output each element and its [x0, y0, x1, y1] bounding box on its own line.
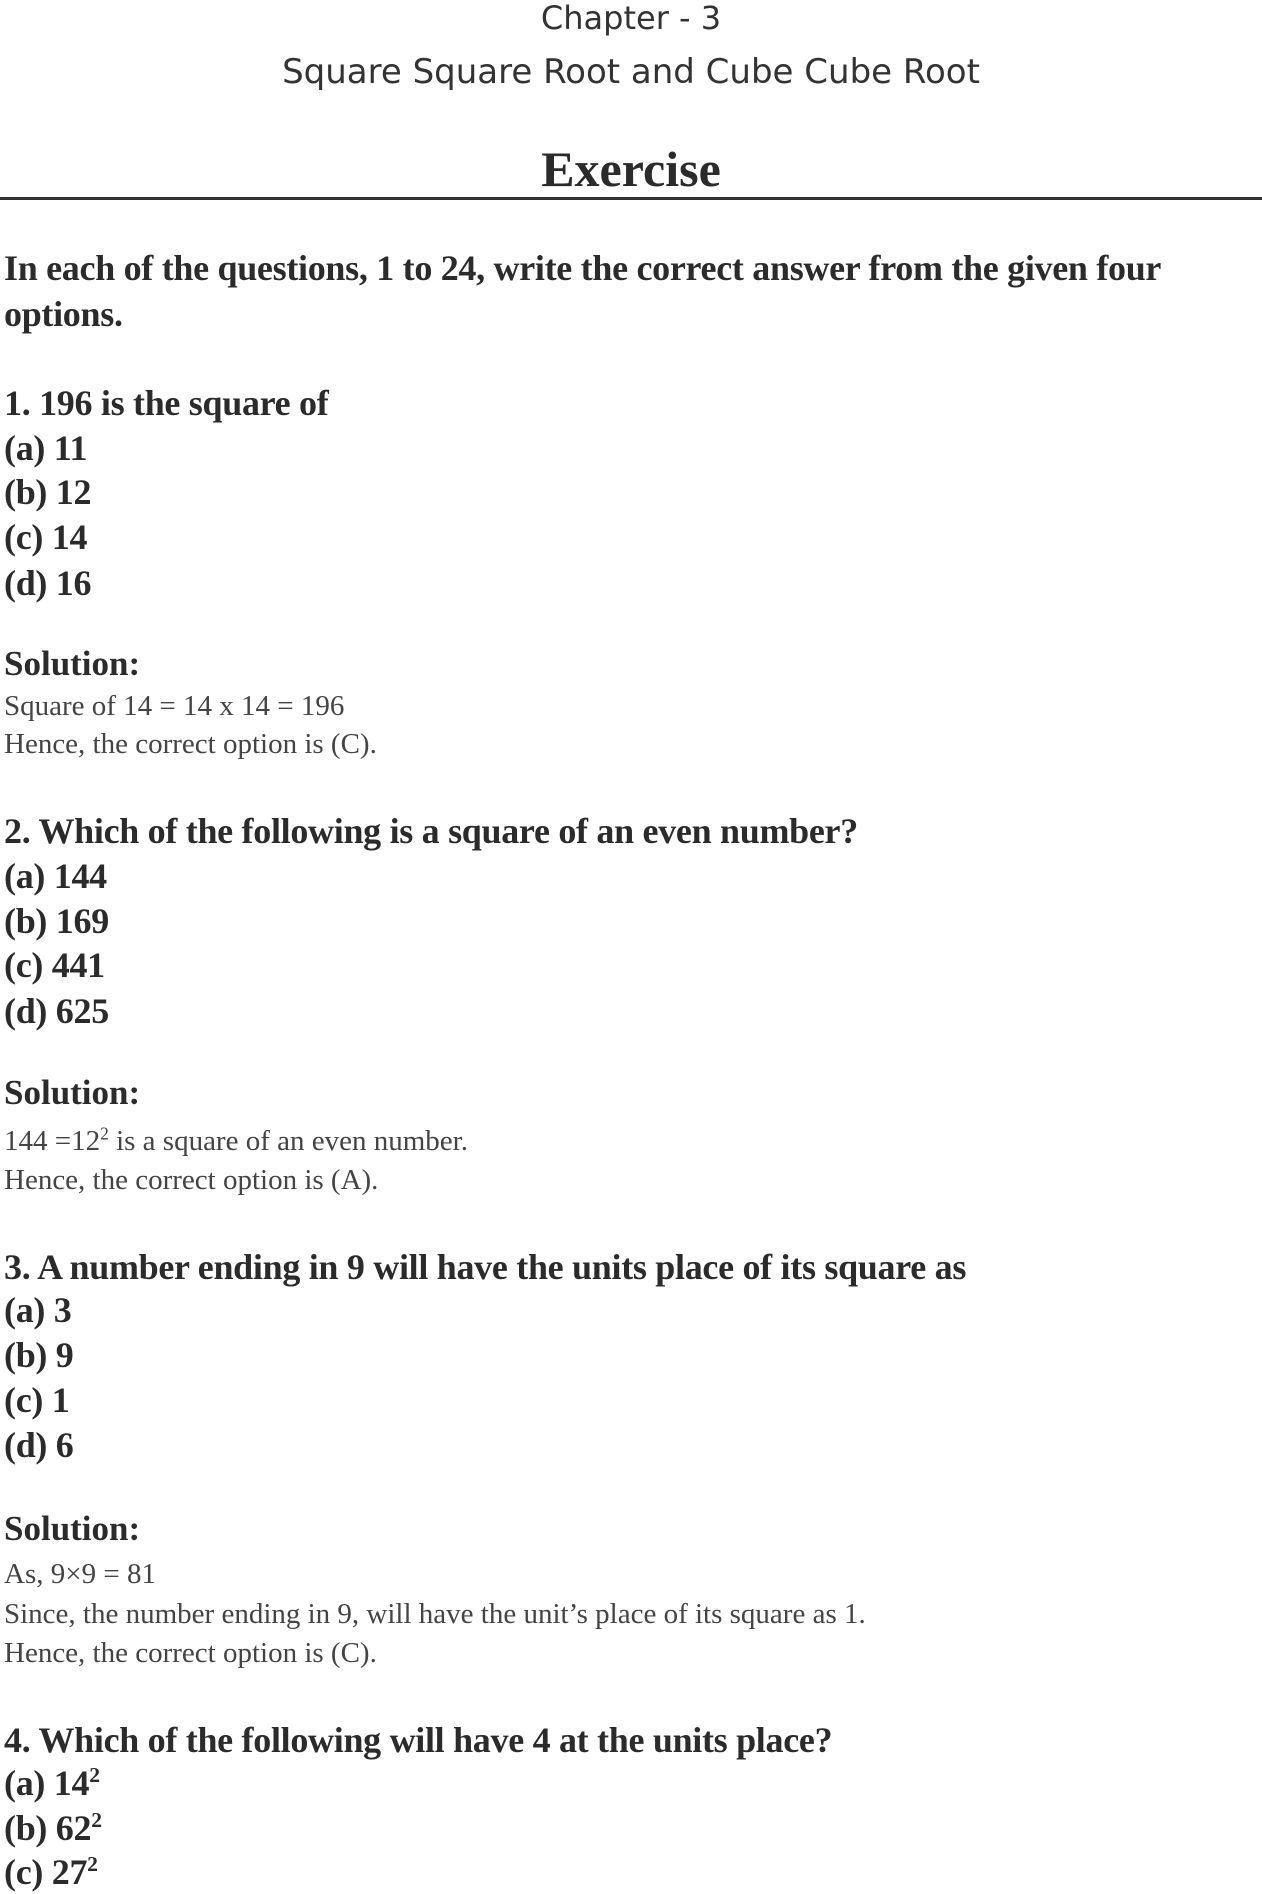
- exponent: 2: [89, 1763, 100, 1787]
- question-1: 1. 196 is the square of: [4, 383, 329, 423]
- solution-heading: Solution:: [4, 1073, 141, 1112]
- option: (b) 9: [4, 1335, 74, 1375]
- question-2: 2. Which of the following is a square of an even number?: [4, 811, 858, 851]
- option: [4, 1761, 100, 1805]
- question-3: 3. A number ending in 9 will have the units place of its square as: [4, 1247, 967, 1287]
- option: (a) 3: [4, 1290, 72, 1330]
- option: (d) 6: [4, 1425, 74, 1465]
- option: (a) 144: [4, 856, 107, 896]
- solution-line: Since, the number ending in 9, will have the unit’s place of its square as 1.: [4, 1598, 866, 1630]
- chapter-label: Chapter - 3: [540, 0, 722, 37]
- instruction-line: options.: [4, 294, 123, 334]
- instruction-line: In each of the questions, 1 to 24, write the correct answer from the given four: [4, 248, 1162, 288]
- solution-line: Square of 14 = 14 x 14 = 196: [4, 690, 345, 722]
- option: [4, 1850, 98, 1894]
- title-divider: [0, 197, 1262, 200]
- exponent: 2: [87, 1852, 98, 1876]
- exponent: 2: [100, 1123, 109, 1144]
- option: [4, 1806, 102, 1850]
- solution-line: Hence, the correct option is (A).: [4, 1164, 379, 1196]
- solution-heading: Solution:: [4, 1509, 141, 1548]
- option: (a) 11: [4, 428, 88, 468]
- option-base: (a) 14: [4, 1763, 90, 1803]
- solution-line: Hence, the correct option is (C).: [4, 1637, 377, 1669]
- option-base: (b) 62: [4, 1808, 92, 1848]
- solution-text: 144 =12: [4, 1125, 101, 1157]
- option-base: (c) 27: [4, 1852, 88, 1892]
- exponent: 2: [91, 1808, 102, 1832]
- option: (d) 16: [4, 563, 92, 603]
- solution-heading: Solution:: [4, 644, 141, 683]
- option: (c) 441: [4, 945, 105, 985]
- option: (b) 12: [4, 472, 92, 512]
- option: (c) 1: [4, 1380, 70, 1420]
- option: (d) 625: [4, 991, 109, 1031]
- solution-line: [4, 1123, 468, 1159]
- option: (b) 169: [4, 901, 109, 941]
- question-4: 4. Which of the following will have 4 at the units place?: [4, 1720, 833, 1760]
- solution-line: Hence, the correct option is (C).: [4, 728, 377, 760]
- solution-text: is a square of an even number.: [108, 1125, 468, 1157]
- chapter-subtitle: Square Square Root and Cube Cube Root: [282, 52, 980, 92]
- page-title: Exercise: [541, 141, 721, 197]
- option: (c) 14: [4, 517, 88, 557]
- solution-line: As, 9×9 = 81: [4, 1558, 156, 1590]
